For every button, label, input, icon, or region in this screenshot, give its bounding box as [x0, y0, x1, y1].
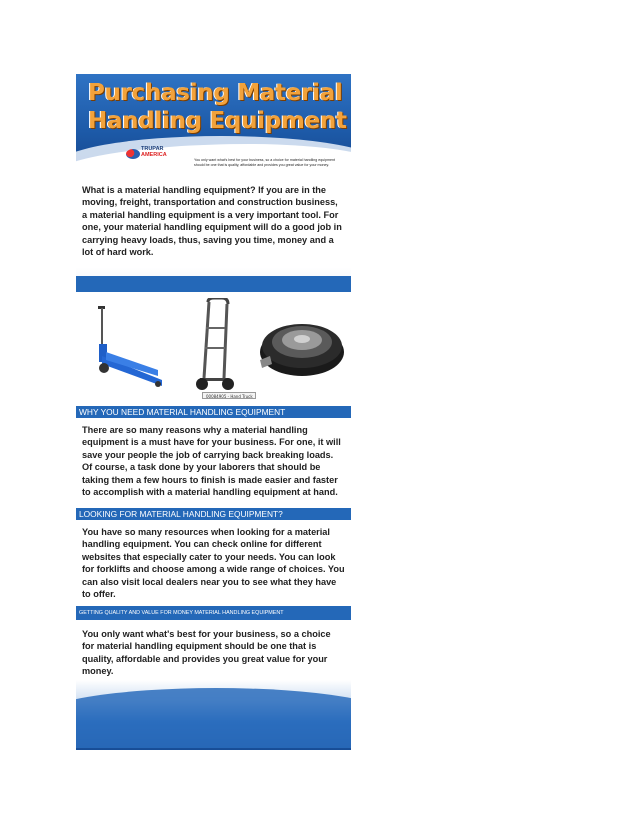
logo-line-1: TRUPAR — [141, 146, 164, 152]
section-text-quality: You only want what's best for your business, so a choice for material handling equipment should be one that is quality, affordable and provides you great value for your money. — [82, 629, 331, 677]
section-body-looking — [76, 520, 351, 606]
header-banner — [76, 74, 351, 178]
section-body-quality — [76, 622, 351, 686]
hand-truck-image — [194, 298, 240, 394]
intro-text: What is a material handling equipment? If you are in the moving, freight, transportation and construction business, a material handling equipment is a very important tool. For one, your material handling equipment will do a good job in carrying heavy loads, thus, saving you time, money and a lot of hard work. — [82, 185, 342, 258]
trupar-logo — [126, 146, 178, 166]
product-images — [76, 292, 351, 404]
clutch-wheel-image — [256, 312, 346, 380]
section-heading-looking: LOOKING FOR MATERIAL HANDLING EQUIPMENT? — [76, 508, 351, 520]
footer-wave — [76, 680, 351, 750]
section-text-looking: You have so many resources when looking for a material handling equipment. You can check online for different websites that especially cater to your needs. You can look for forklifts and choose among a wide range of choices. You can also visit local dealers near you to see what they have to offer. — [82, 527, 345, 600]
title-line-1: Purchasing Material — [88, 80, 343, 106]
divider-bar — [76, 276, 351, 292]
section-body-why — [76, 418, 351, 508]
header-blurb: You only want what's best for your business, so a choice for material handling equipment should be one that is quality, affordable and provides you great value for your money. — [194, 158, 335, 167]
section-heading-quality: GETTING QUALITY AND VALUE FOR MONEY MATERIAL HANDLING EQUIPMENT — [76, 606, 351, 620]
logo-swoosh-icon — [126, 149, 140, 159]
section-text-why: There are so many reasons why a material handling equipment is a must have for your business. For one, it will save your people the job of carrying back breaking loads. Of course, a task done by your laborers that should be taking them a few hours to finish is made easier and faster to accomplish with a material handling equipment at hand. — [82, 425, 341, 498]
image-caption: 00084905 - Hand Truck — [202, 392, 256, 399]
section-heading-why: WHY YOU NEED MATERIAL HANDLING EQUIPMENT — [76, 406, 351, 418]
logo-line-2: AMERICA — [141, 152, 167, 158]
pallet-jack-image — [92, 304, 168, 392]
intro-section — [76, 178, 351, 290]
infographic — [76, 74, 351, 750]
footer-arc — [76, 688, 351, 748]
title-line-2: Handling Equipment — [88, 108, 347, 134]
